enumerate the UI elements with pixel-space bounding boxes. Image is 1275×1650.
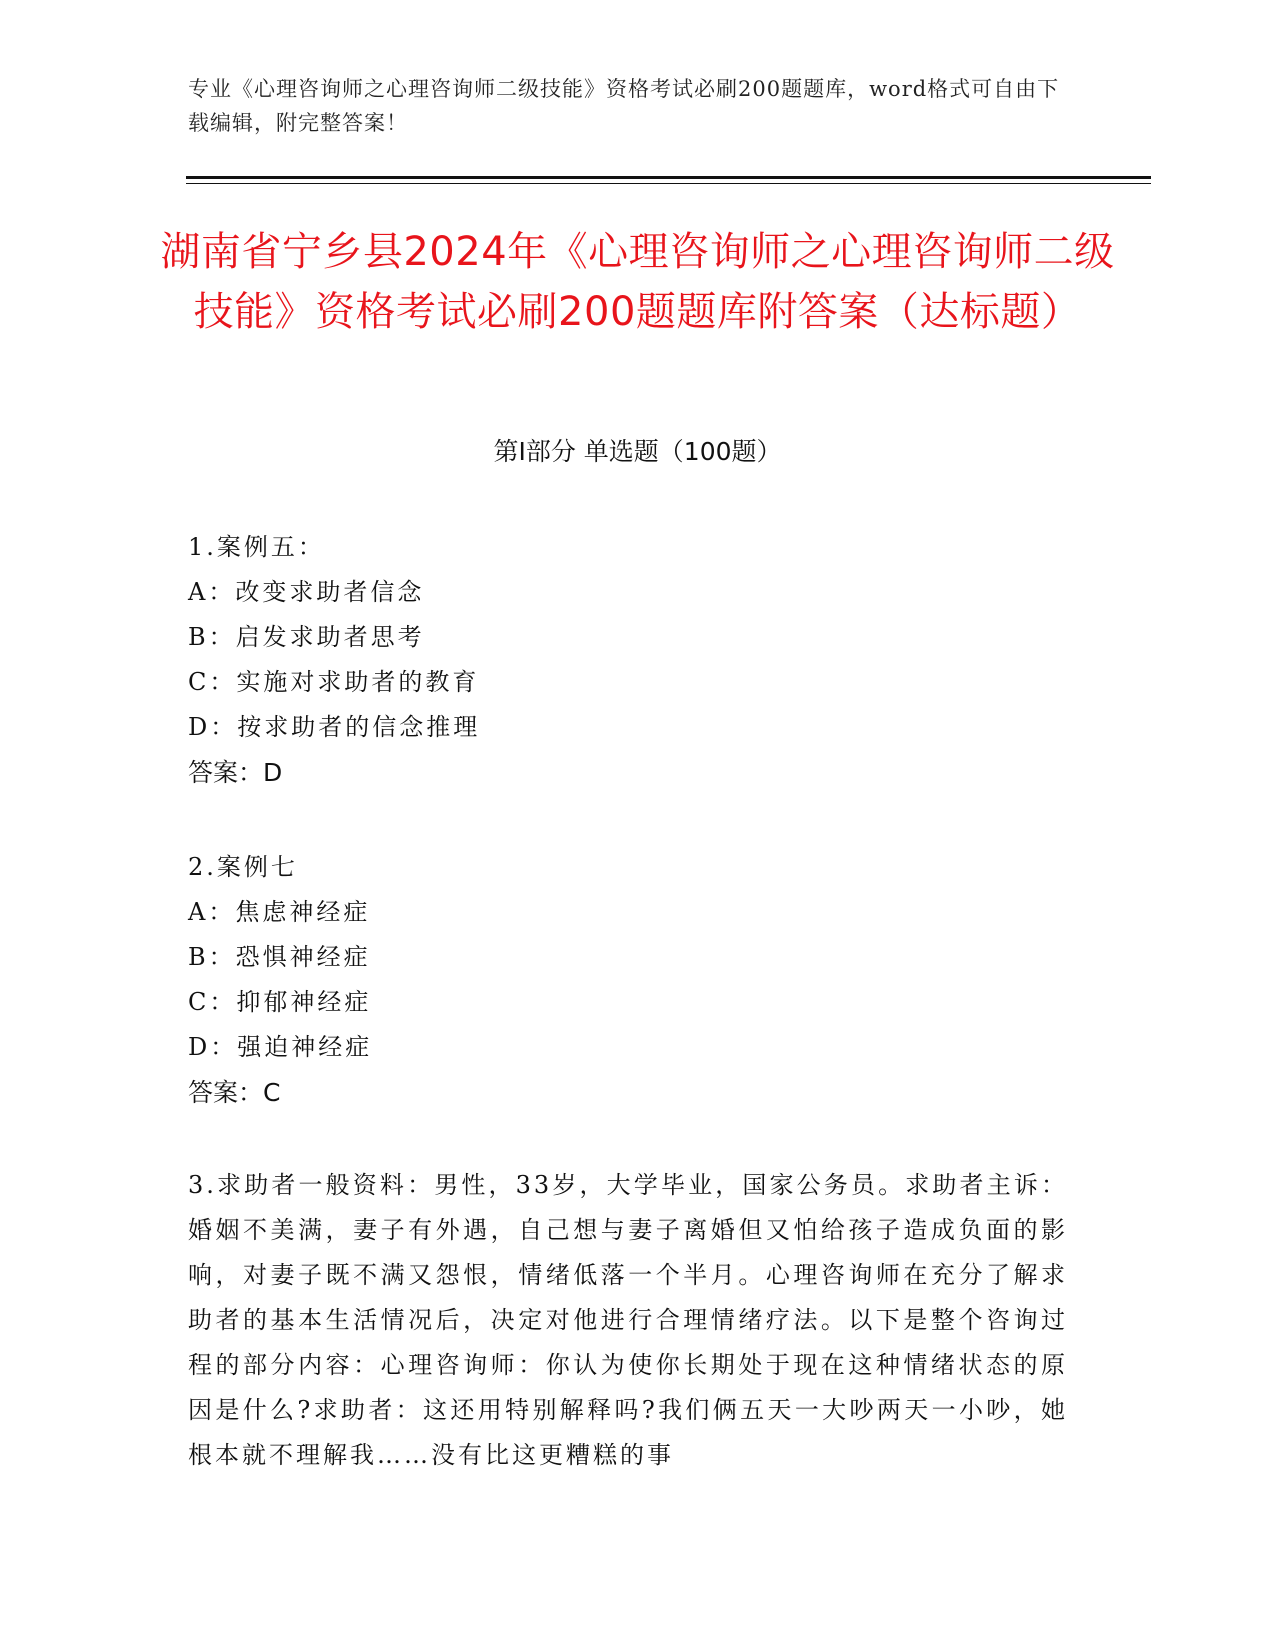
option-a: A：改变求助者信念: [188, 578, 425, 606]
question-stem: 3.求助者一般资料：男性，33岁，大学毕业，国家公务员。求助者主诉：婚姻不美满，妻子有外遇，自己想与妻子离婚但又怕给孩子造成负面的影响，对妻子既不满又怨恨，情绪低落一个半月。心理咨询师在充分了解求助者的基本生活情况后，决定对他进行合理情绪疗法。以下是整个咨询过程的部分内容：心理咨询师：你认为使你长期处于现在这种情绪状态的原因是什么?求助者：这还用特别解释吗?我们俩五天一大吵两天一小吵，她根本就不理解我……没有比这更糟糕的事: [188, 1171, 1068, 1469]
header-rule-thick: [186, 176, 1151, 179]
option-b: B：启发求助者思考: [188, 623, 425, 651]
option-b: B：恐惧神经症: [188, 943, 371, 971]
document-title: 湖南省宁乡县2024年《心理咨询师之心理咨询师二级技能》资格考试必刷200题题库附答案（达标题）: [160, 229, 1115, 335]
option-d: D：强迫神经症: [188, 1033, 373, 1061]
header-note: 专业《心理咨询师之心理咨询师二级技能》资格考试必刷200题题库，word格式可自由下载编辑，附完整答案！: [188, 77, 1060, 135]
answer-label: 答案：C: [188, 1078, 281, 1107]
question-stem: 1.案例五：: [188, 533, 325, 561]
option-d: D：按求助者的信念推理: [188, 713, 481, 741]
header-rule-thin: [186, 183, 1151, 184]
answer-label: 答案：D: [188, 758, 283, 787]
option-a: A：焦虑神经症: [188, 898, 371, 926]
question-3: [188, 1163, 1068, 1478]
question-stem: 2.案例七: [188, 853, 298, 881]
question-1: [188, 525, 1068, 795]
section-heading: 第Ⅰ部分 单选题（100题）: [493, 437, 782, 466]
question-2: [188, 845, 1068, 1115]
option-c: C：抑郁神经症: [188, 988, 372, 1016]
option-c: C：实施对求助者的教育: [188, 668, 480, 696]
